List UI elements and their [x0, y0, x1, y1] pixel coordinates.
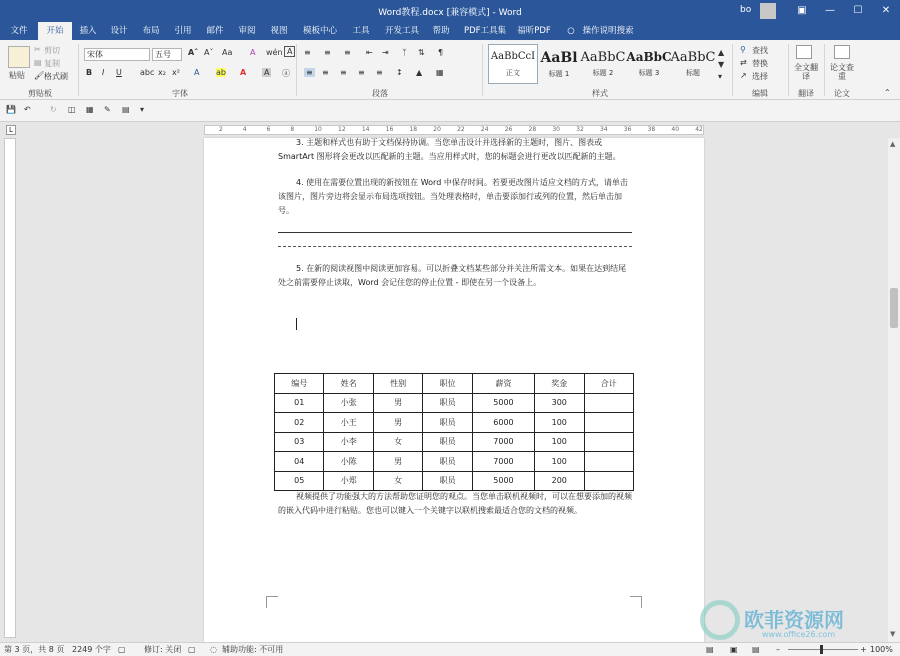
collapse-ribbon-icon[interactable]: ⌃	[884, 88, 891, 97]
ruler-tick-label: 10	[314, 126, 322, 133]
watermark-circle-icon	[700, 600, 740, 640]
format-painter-button[interactable]: 格式刷	[44, 72, 68, 81]
table-row[interactable]	[275, 413, 634, 433]
table-cell[interactable]	[584, 471, 634, 491]
tab-view[interactable]: 视图	[270, 26, 288, 36]
customize-qat-icon[interactable]: ▾	[140, 105, 145, 114]
ribbon-tabs	[0, 22, 900, 40]
align-center-icon[interactable]: ≡	[322, 68, 329, 77]
increase-indent-icon[interactable]: ⇥	[382, 48, 389, 57]
zoom-slider[interactable]	[788, 649, 858, 650]
table-icon[interactable]: ▦	[86, 105, 94, 114]
tab-help[interactable]: 帮助	[432, 26, 450, 36]
ruler-tick-label: 6	[266, 126, 271, 133]
table-cell[interactable]: 03	[275, 432, 324, 452]
translate-button[interactable]: 全文翻译	[794, 63, 818, 81]
table-cell[interactable]: 5000	[472, 471, 534, 491]
read-mode-icon[interactable]: ▤	[706, 645, 714, 654]
table-cell[interactable]: 100	[535, 432, 584, 452]
line-spacing-icon[interactable]: ↕	[396, 68, 403, 77]
table-cell[interactable]: 100	[535, 452, 584, 472]
numbering-icon[interactable]: ≡	[324, 48, 331, 57]
margin-corner-right	[630, 596, 642, 608]
table-row[interactable]	[275, 471, 634, 491]
table-cell[interactable]: 男	[373, 413, 422, 433]
ruler-tick-label: 42	[695, 126, 703, 133]
ruler-tick-label: 28	[528, 126, 537, 133]
style-normal[interactable]: AaBbCcI 正文	[488, 44, 538, 84]
editing-group-label: 编辑	[752, 89, 768, 98]
select-button[interactable]: 选择	[752, 72, 768, 81]
copy-icon: ▤	[34, 58, 42, 67]
table-cell[interactable]: 200	[535, 471, 584, 491]
ruler-tick-label: 32	[576, 126, 584, 133]
paste-button[interactable]: 粘贴	[9, 71, 25, 80]
ruler-tick-label: 8	[290, 126, 295, 133]
paste-icon[interactable]	[8, 46, 30, 68]
table-cell[interactable]: 7000	[472, 432, 534, 452]
group-divider	[78, 44, 79, 96]
table-cell[interactable]: 300	[535, 393, 584, 413]
table-header-cell[interactable]: 性别	[373, 374, 422, 394]
strikethrough-icon[interactable]: abc	[140, 68, 155, 77]
tab-template-center[interactable]: 模板中心	[302, 26, 337, 36]
translate-group-label: 翻译	[798, 89, 814, 98]
tab-developer[interactable]: 开发工具	[384, 26, 419, 36]
style-heading-2[interactable]: AaBbC 标题 2	[580, 50, 626, 77]
word-count[interactable]: 2249 个字	[72, 645, 111, 654]
clear-format-icon[interactable]: A	[250, 48, 256, 57]
find-icon: ⚲	[740, 45, 746, 54]
scroll-up-icon[interactable]: ▲	[890, 140, 896, 148]
group-divider	[788, 44, 789, 96]
align-right-icon[interactable]: ≡	[340, 68, 347, 77]
print-layout-icon[interactable]: ▣	[730, 645, 738, 654]
page-count[interactable]: 第 3 页，共 8 页	[4, 645, 65, 654]
ruler-tick-label: 24	[480, 126, 489, 133]
layout-icon[interactable]: ◫	[68, 105, 76, 114]
show-marks-icon[interactable]: ¶	[438, 48, 444, 57]
ruler-tick-label: 16	[385, 126, 394, 133]
table-cell[interactable]: 小李	[324, 432, 373, 452]
bullets-icon[interactable]: ≡	[304, 48, 311, 57]
format-painter-icon: 🖌	[34, 71, 45, 80]
tell-me-search[interactable]: 操作说明搜索	[582, 26, 634, 36]
style-heading-3[interactable]: AaBbC 标题 3	[626, 50, 672, 77]
table-cell[interactable]: 6000	[472, 413, 534, 433]
tab-foxit-pdf[interactable]: 福昕PDF	[517, 26, 551, 36]
save-icon[interactable]: 💾	[6, 105, 16, 114]
tab-tools[interactable]: 工具	[352, 26, 370, 36]
table-cell[interactable]: 小王	[324, 413, 373, 433]
decrease-indent-icon[interactable]: ⇤	[366, 48, 373, 57]
draw-icon[interactable]: ✎	[104, 105, 111, 114]
styles-scroll-down-icon[interactable]: ▼	[718, 60, 725, 69]
vertical-ruler[interactable]	[4, 138, 16, 638]
redo-icon[interactable]: ↻	[50, 105, 57, 114]
shading-icon[interactable]: ▲	[416, 68, 423, 77]
macro-icon[interactable]: ▢	[188, 645, 196, 654]
accessibility-status[interactable]: 辅助功能: 不可用	[222, 645, 284, 654]
table-cell[interactable]: 100	[535, 413, 584, 433]
table-header-cell[interactable]: 合计	[584, 374, 634, 394]
tab-mailings[interactable]: 邮件	[206, 26, 224, 36]
watermark-text: 欧菲资源网	[744, 608, 844, 632]
replace-icon: ⇄	[740, 58, 747, 67]
style-title[interactable]: AaBbC 标题	[670, 50, 716, 77]
table-cell[interactable]: 女	[373, 471, 422, 491]
translate-icon	[796, 45, 812, 59]
multilevel-list-icon[interactable]: ≡	[344, 48, 351, 57]
italic-icon[interactable]: I	[102, 68, 105, 77]
paper-group-label: 论文	[834, 89, 850, 98]
ruler-labels	[205, 126, 705, 136]
ruler-tick-label: 4	[242, 126, 247, 133]
table-cell[interactable]: 02	[275, 413, 324, 433]
char-shading-icon[interactable]: A	[264, 68, 270, 77]
cut-icon: ✂	[34, 45, 41, 54]
page-break-line	[278, 246, 632, 247]
font-size-select[interactable]: 五号	[152, 48, 182, 61]
table-cell[interactable]	[584, 452, 634, 472]
ruler-tick-label: 36	[623, 126, 632, 133]
bold-icon[interactable]: B	[86, 68, 93, 77]
shrink-font-icon[interactable]: Aˇ	[204, 48, 214, 57]
table-header-cell[interactable]: 奖金	[535, 374, 584, 394]
tab-review[interactable]: 审阅	[238, 26, 256, 36]
tab-design[interactable]: 设计	[110, 26, 128, 36]
ribbon-home	[0, 40, 900, 100]
clipboard-group-label: 剪贴板	[28, 89, 52, 98]
paper-check-icon	[834, 45, 850, 59]
ruler-tick-label: 40	[671, 126, 680, 133]
select-icon: ↗	[740, 71, 747, 80]
table-cell[interactable]: 04	[275, 452, 324, 472]
font-group-label: 字体	[172, 89, 188, 98]
replace-button[interactable]: 替换	[752, 59, 768, 68]
table-cell[interactable]: 01	[275, 393, 324, 413]
print-preview-icon[interactable]: ▤	[122, 105, 130, 114]
table-cell[interactable]: 男	[373, 452, 422, 472]
table-cell[interactable]	[584, 393, 634, 413]
change-case-icon[interactable]: Aa	[222, 48, 233, 57]
accessibility-icon: ◌	[210, 645, 217, 654]
title-bar	[0, 0, 900, 22]
margin-corner-left	[266, 596, 278, 608]
superscript-icon[interactable]: x²	[172, 68, 180, 77]
tab-home[interactable]: 开始	[38, 22, 72, 40]
proofing-icon[interactable]: ▢	[118, 645, 126, 654]
status-bar	[0, 642, 900, 656]
close-icon[interactable]: ✕	[881, 5, 891, 16]
horizontal-rule	[278, 232, 632, 233]
group-divider	[296, 44, 297, 96]
chinese-layout-icon[interactable]: ᛉ	[402, 48, 407, 57]
lightbulb-icon: ○	[567, 26, 575, 36]
copy-button[interactable]: 复制	[44, 59, 60, 68]
grow-font-icon[interactable]: Aˆ	[188, 48, 199, 57]
table-header-cell[interactable]: 姓名	[324, 374, 373, 394]
tab-selector-icon[interactable]: L	[6, 125, 16, 135]
subscript-icon[interactable]: x₂	[158, 68, 166, 77]
table-cell[interactable]: 职员	[423, 393, 472, 413]
minimize-icon[interactable]: —	[825, 5, 835, 16]
table-header-cell[interactable]: 编号	[275, 374, 324, 394]
tab-pdf-tools[interactable]: PDF工具集	[463, 26, 507, 36]
table-cell[interactable]: 小郑	[324, 471, 373, 491]
table-header-cell[interactable]: 薪资	[472, 374, 534, 394]
zoom-slider-thumb[interactable]	[820, 645, 823, 654]
paragraph-4[interactable]: 4. 使用在需要位置出现的新按钮在 Word 中保存时间。若要更改图片适应文档的方式，请单击该图片，图片旁边将会显示布局选项按钮。当处理表格时，单击要添加行或列的位置，然后单击加号。	[278, 178, 628, 215]
paragraph-group-label: 段落	[372, 89, 388, 98]
ruler-tick-label: 26	[504, 126, 513, 133]
ruler-track[interactable]	[204, 125, 704, 135]
table-cell[interactable]: 女	[373, 432, 422, 452]
table-row[interactable]	[275, 393, 634, 413]
table-row[interactable]	[275, 452, 634, 472]
table-row[interactable]	[275, 432, 634, 452]
table-cell[interactable]: 职员	[423, 413, 472, 433]
ruler-tick-label: 38	[647, 126, 656, 133]
web-layout-icon[interactable]: ▤	[752, 645, 760, 654]
undo-icon[interactable]: ↶	[24, 105, 31, 114]
table-cell[interactable]	[584, 432, 634, 452]
ruler-tick-label: 34	[599, 126, 608, 133]
text-cursor	[296, 318, 297, 330]
cut-button[interactable]: 剪切	[44, 46, 60, 55]
char-border-icon[interactable]: A	[284, 46, 295, 57]
ruler-tick-label: 14	[361, 126, 370, 133]
font-name-select[interactable]: 宋体	[84, 48, 150, 61]
ribbon-display-icon[interactable]: ▣	[797, 5, 807, 16]
ruler-tick-label: 12	[338, 126, 346, 133]
align-left-icon[interactable]: ≡	[306, 68, 313, 77]
table-cell[interactable]: 职员	[423, 471, 472, 491]
table-cell[interactable]: 职员	[423, 432, 472, 452]
data-table[interactable]	[274, 373, 634, 491]
quick-access-toolbar	[0, 100, 900, 122]
ruler-tick-label: 2	[219, 126, 223, 133]
find-button[interactable]: 查找	[752, 46, 768, 55]
tab-file[interactable]: 文件	[10, 26, 28, 36]
paper-check-button[interactable]: 论文查重	[830, 63, 854, 81]
document-page[interactable]	[204, 138, 704, 642]
vertical-scrollbar[interactable]	[888, 138, 900, 642]
paragraph-3[interactable]: 3. 主题和样式也有助于文档保持协调。当您单击设计并选择新的主题时，图片、图表或 SmartArt 图形将会更改以匹配新的主题。当应用样式时，您的标题会进行更改以匹配新的主题。	[278, 138, 621, 161]
table-cell[interactable]: 小陈	[324, 452, 373, 472]
track-changes-status[interactable]: 修订: 关闭	[144, 645, 182, 654]
zoom-in-icon[interactable]: +	[860, 645, 867, 654]
enclose-char-icon[interactable]: ⓐ	[282, 69, 290, 78]
watermark-url: www.office26.com	[762, 630, 836, 639]
tab-insert[interactable]: 插入	[79, 26, 97, 36]
table-cell[interactable]: 7000	[472, 452, 534, 472]
watermark-logo	[700, 598, 900, 642]
zoom-out-icon[interactable]: –	[776, 645, 780, 654]
font-color-icon[interactable]: A	[240, 68, 247, 77]
group-divider	[482, 44, 483, 96]
borders-icon[interactable]: ▦	[436, 68, 444, 77]
scroll-thumb[interactable]	[890, 288, 898, 328]
paragraph-video[interactable]: 视频提供了功能强大的方法帮助您证明您的观点。当您单击联机视频时，可以在想要添加的视频的嵌入代码中进行粘贴。您也可以键入一个关键字以联机搜索最适合您的文档的视频。	[278, 492, 632, 515]
group-divider	[732, 44, 733, 96]
styles-scroll-up-icon[interactable]: ▲	[718, 48, 725, 57]
zoom-level[interactable]: 100%	[870, 645, 893, 654]
user-name[interactable]: bo	[740, 5, 752, 15]
table-cell[interactable]: 小张	[324, 393, 373, 413]
table-cell[interactable]: 职员	[423, 452, 472, 472]
scroll-down-icon[interactable]: ▼	[890, 630, 896, 638]
avatar[interactable]	[760, 3, 776, 19]
maximize-icon[interactable]: ☐	[853, 5, 863, 16]
table-header-cell[interactable]: 职位	[423, 374, 472, 394]
styles-more-icon[interactable]: ▾	[718, 72, 723, 81]
underline-icon[interactable]: U	[116, 68, 122, 77]
table-header-row	[275, 374, 634, 394]
table-cell[interactable]: 男	[373, 393, 422, 413]
phonetic-guide-icon[interactable]: wén	[266, 48, 283, 57]
ruler-tick-label: 22	[457, 126, 465, 133]
ruler-tick-label: 30	[552, 126, 560, 133]
styles-group-label: 样式	[592, 89, 608, 98]
table-cell[interactable]: 5000	[472, 393, 534, 413]
tab-references[interactable]: 引用	[174, 26, 192, 36]
text-effects-icon[interactable]: A	[194, 68, 200, 77]
sort-icon[interactable]: ⇅	[418, 48, 425, 57]
distributed-icon[interactable]: ≡	[376, 68, 383, 77]
style-heading-1[interactable]: AaBl 标题 1	[540, 50, 578, 78]
table-cell[interactable]: 05	[275, 471, 324, 491]
justify-icon[interactable]: ≡	[358, 68, 365, 77]
paragraph-5[interactable]: 5. 在新的阅读视图中阅读更加容易。可以折叠文档某些部分并关注所需文本。如果在达到结尾处之前需要停止读取，Word 会记住您的停止位置 - 即使在另一个设备上。	[278, 264, 627, 287]
tab-layout[interactable]: 布局	[142, 26, 160, 36]
group-divider	[824, 44, 825, 96]
window-title: Word教程.docx [兼容模式] - Word	[378, 8, 522, 18]
ruler-tick-label: 20	[433, 126, 441, 133]
ruler-tick-label: 18	[409, 126, 418, 133]
highlight-icon[interactable]: ab	[216, 68, 226, 77]
table-cell[interactable]	[584, 413, 634, 433]
